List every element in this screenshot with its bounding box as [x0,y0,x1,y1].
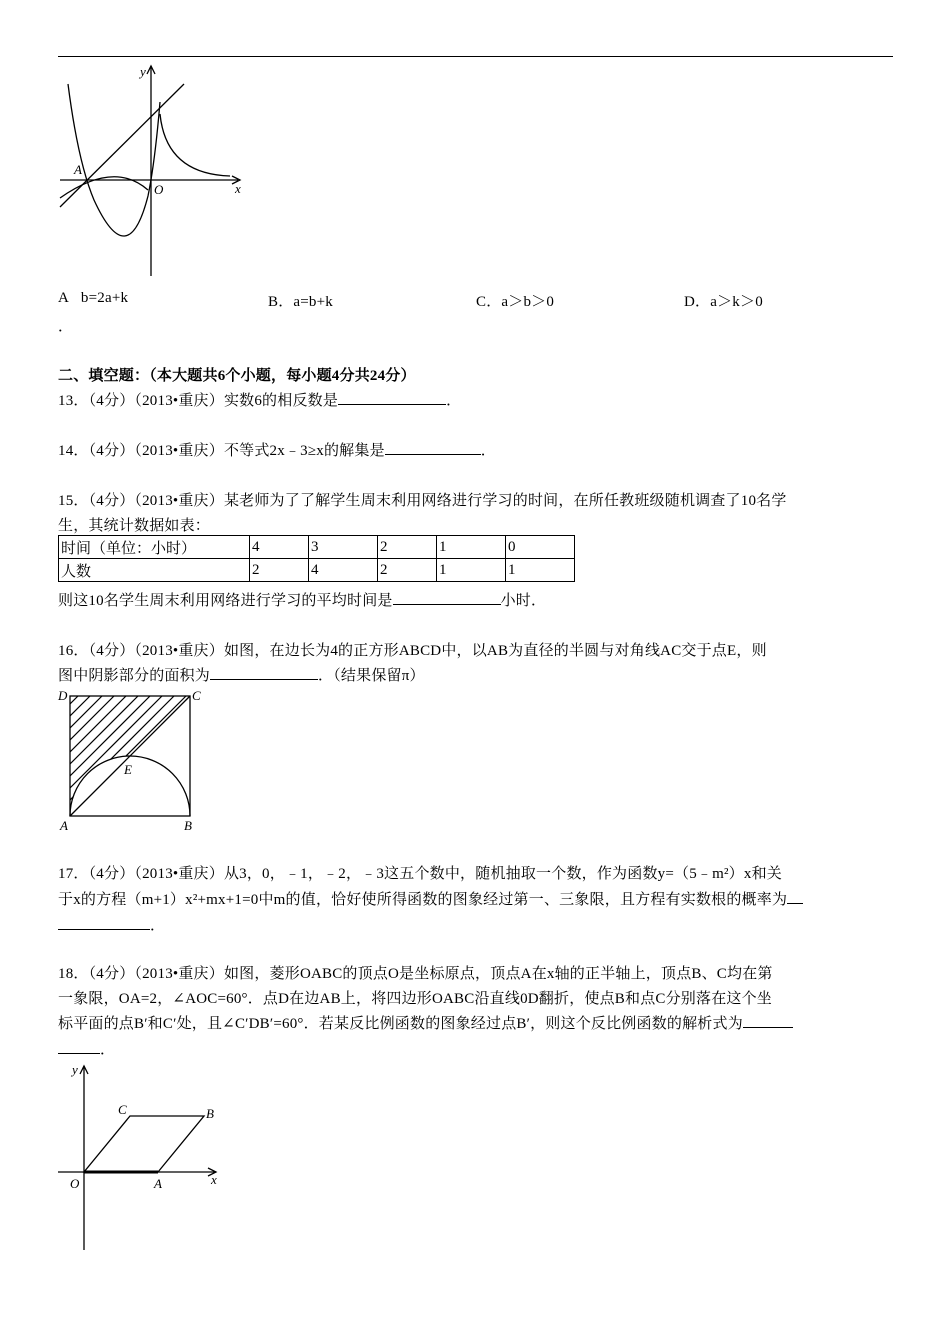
table-row [59,559,575,582]
q16-line-2: 图中阴影部分的面积为 ．（结果保留π） [58,664,425,685]
q16-line-1: 16．（4分）（2013•重庆）如图，在边长为4的正方形ABCD中，以AB为直径的半圆与对角线AC交于点E，则 [58,643,767,659]
label-b: B [206,1106,214,1121]
header-rule [58,56,893,57]
table-cell: 4 [309,559,378,582]
rhombus-oabc [84,1116,204,1172]
label-a: A [60,818,68,833]
q17-line-2: 于x的方程（m+1）x²+mx+1=0中m的值，恰好使所得函数的图象经过第一、三象限，且方程有实数根的概率为 [58,888,803,909]
question-13: 13．（4分）（2013•重庆）实数6的相反数是 ． [58,389,461,410]
table-cell: 2 [378,536,437,559]
label-a: A [74,162,82,177]
label-c: C [118,1102,127,1117]
q14-answer-blank[interactable] [385,440,481,455]
q15-line-2: 生，其统计数据如表： [58,518,211,534]
q14-text: 14．（4分）（2013•重庆）不等式2x﹣3≥x的解集是 [58,443,385,459]
q12-option-c: C．a＞b＞0 [476,294,555,310]
label-e: E [124,762,132,777]
q18-line-1: 18．（4分）（2013•重庆）如图，菱形OABC的顶点O是坐标原点，顶点A在x轴的正半轴上，顶点B、C均在第 [58,966,773,982]
q12-option-d: D．a＞k＞0 [684,294,763,310]
parabola-curve [68,84,160,236]
q15-line-1: 15．（4分）（2013•重庆）某老师为了了解学生周末利用网络进行学习的时间，在所任教班级随机调查了10名学 [58,493,787,509]
table-cell: 1 [437,536,506,559]
label-y: y [72,1062,78,1077]
table-row [59,536,575,559]
q15-answer-blank[interactable] [393,590,501,605]
label-c: C [192,688,201,703]
hyperbola-right-branch [160,114,230,176]
q18-line-4: ． [58,1038,115,1059]
section-2-title: 二、填空题：（本大题共6个小题，每小题4分共24分） [58,368,416,384]
label-y: y [140,64,146,79]
q13-text: 13．（4分）（2013•重庆）实数6的相反数是 [58,393,339,409]
q16-square-figure [56,684,206,834]
q18-answer-blank[interactable] [58,1039,100,1054]
q12-option-a: A b=2a+k [58,290,129,306]
table-cell: 1 [437,559,506,582]
q16-answer-blank[interactable] [210,665,318,680]
table-cell: 3 [309,536,378,559]
label-x: x [211,1172,217,1187]
q12-option-b: B．a=b+k [268,294,333,310]
table-cell: 4 [250,536,309,559]
table-cell: 2 [378,559,437,582]
table-cell: 人数 [59,559,250,582]
label-x: x [235,181,241,196]
label-b: B [184,818,192,833]
q17-line-3: ． [58,914,165,935]
q12-option-dot: ． [58,319,74,335]
q12-graph-figure [56,62,256,282]
label-o: O [154,182,164,197]
q13-answer-blank[interactable] [338,390,446,405]
label-a: A [154,1176,162,1191]
table-cell: 时间（单位：小时） [59,536,250,559]
question-14: 14．（4分）（2013•重庆）不等式2x﹣3≥x的解集是 ． [58,439,496,460]
label-d: D [58,688,68,703]
q17-line-1: 17．（4分）（2013•重庆）从3，0，﹣1，﹣2，﹣3这五个数中，随机抽取一个数，作为函数y=（5﹣m²）x和关 [58,866,782,882]
q15-data-table [58,535,575,582]
table-cell: 2 [250,559,309,582]
q15-line-3: 则这10名学生周末利用网络进行学习的平均时间是 小时． [58,589,546,610]
table-cell: 0 [506,536,575,559]
label-o: O [70,1176,80,1191]
q18-line-3: 标平面的点B′和C′处，且∠C′DB′=60°．若某反比例函数的图象经过点B′，则这个反比例函数的解析式为 [58,1012,793,1033]
table-cell: 1 [506,559,575,582]
q18-line-2: 一象限，OA=2，∠AOC=60°．点D在边AB上，将四边形OABC沿直线0D翻折，使点B和点C分别落在这个坐 [58,991,773,1007]
q18-rhombus-figure [56,1060,236,1260]
q17-answer-blank[interactable] [58,915,150,930]
